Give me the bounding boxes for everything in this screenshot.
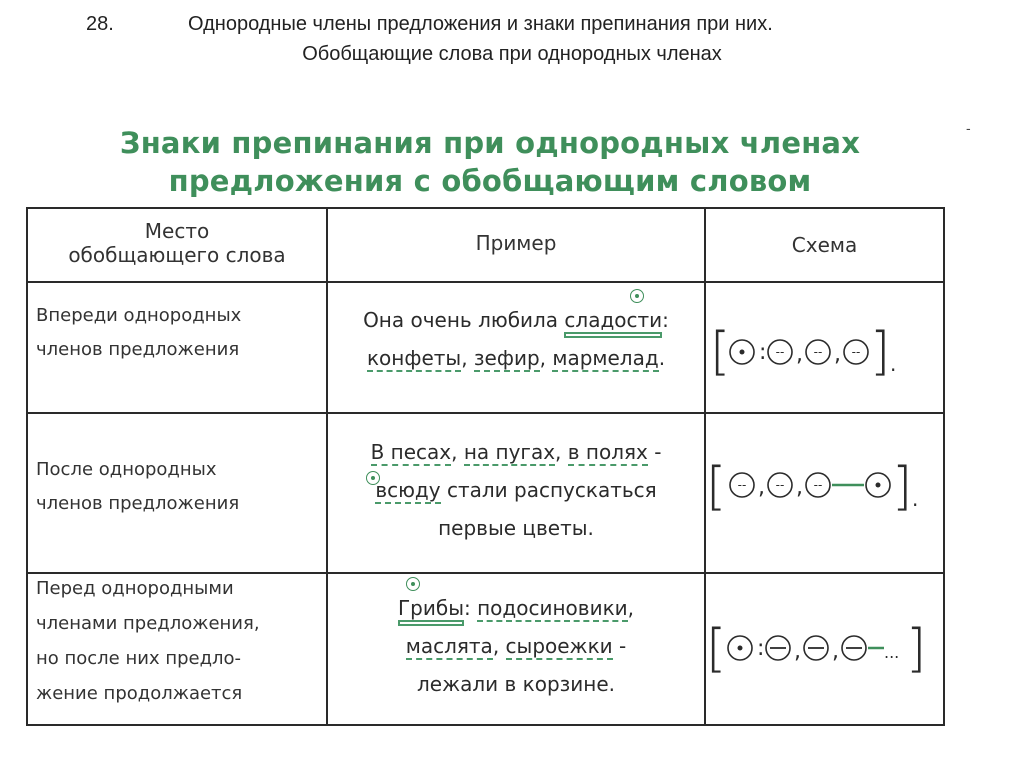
table-border-left [26, 207, 28, 726]
row-2-place-line-2: членов предложения [36, 493, 240, 514]
schema-open-bracket: [ [706, 457, 727, 517]
schema-member-mark: -- [775, 478, 785, 492]
table-row-divider [26, 281, 945, 283]
row-3-place-line-3: но после них предло- [36, 648, 242, 669]
homogeneous-member: подосиновики [477, 596, 628, 620]
homogeneous-member: маслята [405, 634, 493, 658]
schema-member-mark: -- [813, 478, 823, 492]
table-border-right [943, 207, 945, 726]
schema-colon: : [757, 636, 765, 661]
slide-number: 28. [86, 13, 114, 35]
generalizing-word-dot-icon [740, 350, 745, 355]
table-title-line-1: Знаки препинания при однородных членах [119, 126, 861, 160]
schema-comma: , [794, 639, 801, 664]
header-example: Пример [475, 231, 557, 255]
schema-comma: , [834, 342, 841, 367]
row-1-place-line-2: членов предложения [36, 339, 240, 360]
row-3-place-line-1: Перед однородными [36, 578, 234, 599]
homogeneous-member: на пугах [463, 440, 556, 464]
row-1-example: Она очень любила сладости: конфеты, зефир, мармелад. [363, 308, 669, 370]
schema-member-mark: -- [775, 345, 785, 359]
header-schema: Схема [791, 233, 858, 257]
schema-member-mark: -- [737, 478, 747, 492]
row-1-schema [706, 317, 943, 387]
row-3-example-line-3: лежали в корзине. [416, 672, 616, 696]
homogeneous-member: В песах [370, 440, 452, 464]
schema-period: . [912, 487, 919, 511]
generalizing-word-dot-icon [876, 483, 881, 488]
header-place-line-2: обобщающего слова [68, 243, 286, 267]
schema-comma: , [796, 342, 803, 367]
schema-comma: , [832, 639, 839, 664]
schema-member-mark: -- [851, 345, 861, 359]
schema-close-bracket: ] [906, 619, 927, 679]
generalizing-word-mark-icon [406, 577, 420, 591]
schema-open-bracket: [ [710, 322, 731, 382]
header-place [28, 219, 326, 267]
homogeneous-member: конфеты [366, 346, 462, 370]
schema-open-bracket: [ [706, 619, 727, 679]
generalizing-word: Грибы [397, 596, 464, 620]
table-row-divider [26, 412, 945, 414]
table-title-line-2: предложения с обобщающим словом [168, 164, 812, 198]
homogeneous-member: в полях [567, 440, 648, 464]
table-border-bottom [26, 724, 945, 726]
generalizing-word-dot-icon [738, 646, 743, 651]
row-3-example: Грибы: подосиновики, маслята, сыроежки - лежали в корзине. [328, 589, 704, 703]
row-2-example: В песах, на пугах, в полях - всюду стали распускаться первые цветы. [328, 433, 704, 547]
schema-member-mark: -- [813, 345, 823, 359]
table-border-top [26, 207, 945, 209]
generalizing-word-mark-icon [366, 471, 380, 485]
homogeneous-member: зефир [473, 346, 540, 370]
heading-line-1: Однородные члены предложения и знаки препинания при них. [188, 13, 773, 35]
row-3-place-line-4: жение продолжается [36, 683, 243, 704]
row-2-place-line-1: После однородных [36, 459, 217, 480]
homogeneous-member: мармелад [552, 346, 659, 370]
schema-close-bracket: ] [870, 322, 891, 382]
row-1-place [36, 299, 321, 367]
schema-comma: , [758, 475, 765, 500]
row-1-place-line-1: Впереди однородных [36, 305, 242, 326]
header-place-line-1: Место [144, 219, 210, 243]
punctuation-table [26, 207, 945, 726]
row-3-place [36, 571, 326, 711]
schema-ellipsis: ... [884, 643, 900, 662]
schema-period: . [890, 352, 897, 376]
row-2-schema [706, 452, 943, 522]
schema-comma: , [796, 475, 803, 500]
heading-line-2: Обобщающие слова при однородных членах [302, 43, 722, 65]
homogeneous-member: сыроежки [505, 634, 613, 658]
stray-mark: - [966, 120, 971, 136]
row-3-place-line-2: членами предложения, [36, 613, 260, 634]
schema-close-bracket: ] [892, 457, 913, 517]
row-2-example-line-3: первые цветы. [438, 516, 594, 540]
row-3-schema [706, 614, 943, 684]
generalizing-word: сладости [564, 308, 663, 332]
generalizing-word: всюду [375, 478, 441, 502]
slide-heading [0, 0, 1024, 80]
generalizing-word-mark-icon [630, 289, 644, 303]
row-2-place [36, 453, 321, 521]
schema-colon: : [759, 340, 767, 365]
